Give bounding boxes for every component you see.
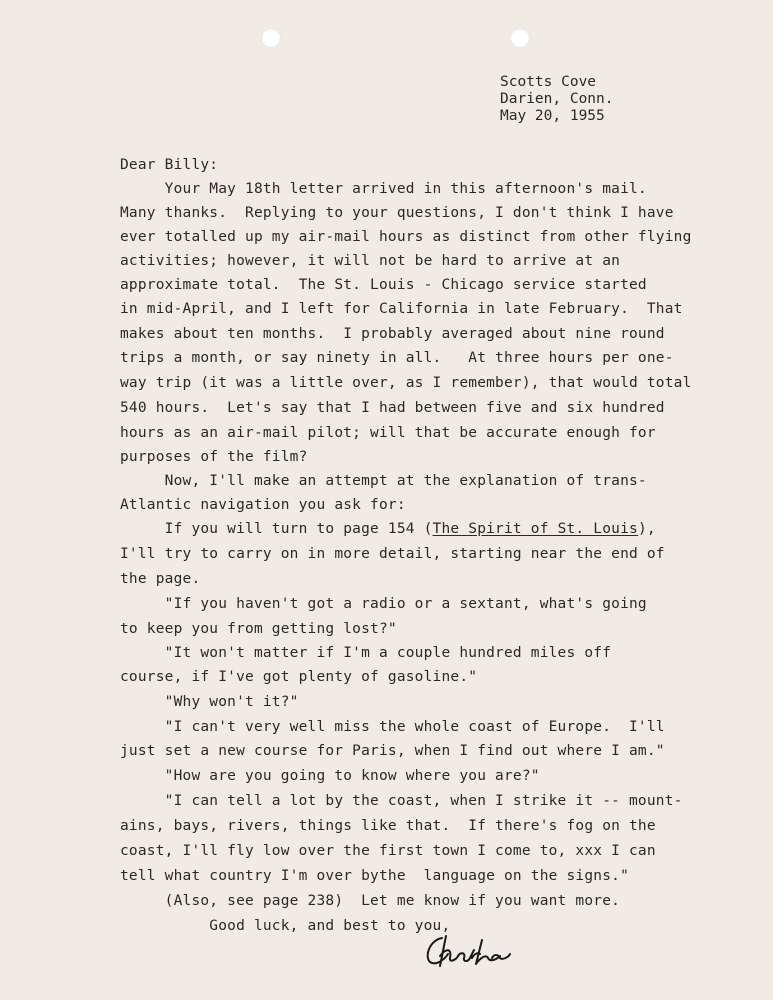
- body-line: hours as an air-mail pilot; will that be accurate enough for: [120, 425, 656, 441]
- address-line-2: Darien, Conn.: [500, 91, 614, 107]
- body-line: Your May 18th letter arrived in this afternoon's mail.: [120, 181, 647, 197]
- page-ref-prefix: If you will turn to page 154 (: [120, 521, 433, 537]
- closing-line: Good luck, and best to you,: [120, 918, 451, 934]
- body-line: ains, bays, rivers, things like that. If there's fog on the: [120, 818, 656, 834]
- body-line: "It won't matter if I'm a couple hundred miles off: [120, 645, 612, 661]
- body-line: "If you haven't got a radio or a sextant, what's going: [120, 596, 647, 612]
- body-line: Now, I'll make an attempt at the explanation of trans-: [120, 473, 647, 489]
- body-line: "How are you going to know where you are?": [120, 768, 540, 784]
- body-line: just set a new course for Paris, when I find out where I am.": [120, 743, 665, 759]
- book-title: The Spirit of St. Louis: [432, 521, 638, 537]
- body-line: to keep you from getting lost?": [120, 621, 397, 637]
- body-line: purposes of the film?: [120, 449, 308, 465]
- body-line: "I can't very well miss the whole coast of Europe. I'll: [120, 719, 665, 735]
- body-line: way trip (it was a little over, as I remember), that would total: [120, 375, 692, 391]
- page-ref-suffix: ),: [637, 521, 656, 537]
- body-line: coast, I'll fly low over the first town I come to, xxx I can: [120, 843, 656, 859]
- body-line: approximate total. The St. Louis - Chicago service started: [120, 277, 647, 293]
- body-line: 540 hours. Let's say that I had between five and six hundred: [120, 400, 665, 416]
- body-line: Many thanks. Replying to your questions, I don't think I have: [120, 205, 674, 221]
- body-line: "I can tell a lot by the coast, when I strike it -- mount-: [120, 793, 683, 809]
- body-line: I'll try to carry on in more detail, starting near the end of: [120, 546, 665, 562]
- body-line: makes about ten months. I probably averaged about nine round: [120, 326, 665, 342]
- body-line: course, if I've got plenty of gasoline.": [120, 669, 478, 685]
- body-line: "Why won't it?": [120, 694, 299, 710]
- body-line: activities; however, it will not be hard to arrive at an: [120, 253, 621, 269]
- handwritten-signature: [422, 930, 512, 970]
- body-line: the page.: [120, 571, 201, 587]
- page-reference-line: [120, 521, 656, 537]
- body-line: (Also, see page 238) Let me know if you want more.: [120, 893, 621, 909]
- body-line: in mid-April, and I left for California in late February. That: [120, 301, 683, 317]
- address-line-1: Scotts Cove: [500, 74, 597, 90]
- body-line: Atlantic navigation you ask for:: [120, 497, 406, 513]
- body-line: trips a month, or say ninety in all. At three hours per one-: [120, 350, 674, 366]
- body-line: ever totalled up my air-mail hours as distinct from other flying: [120, 229, 692, 245]
- letter-date: May 20, 1955: [500, 108, 605, 124]
- body-line: tell what country I'm over bythe language on the signs.": [120, 868, 629, 884]
- salutation: Dear Billy:: [120, 157, 219, 173]
